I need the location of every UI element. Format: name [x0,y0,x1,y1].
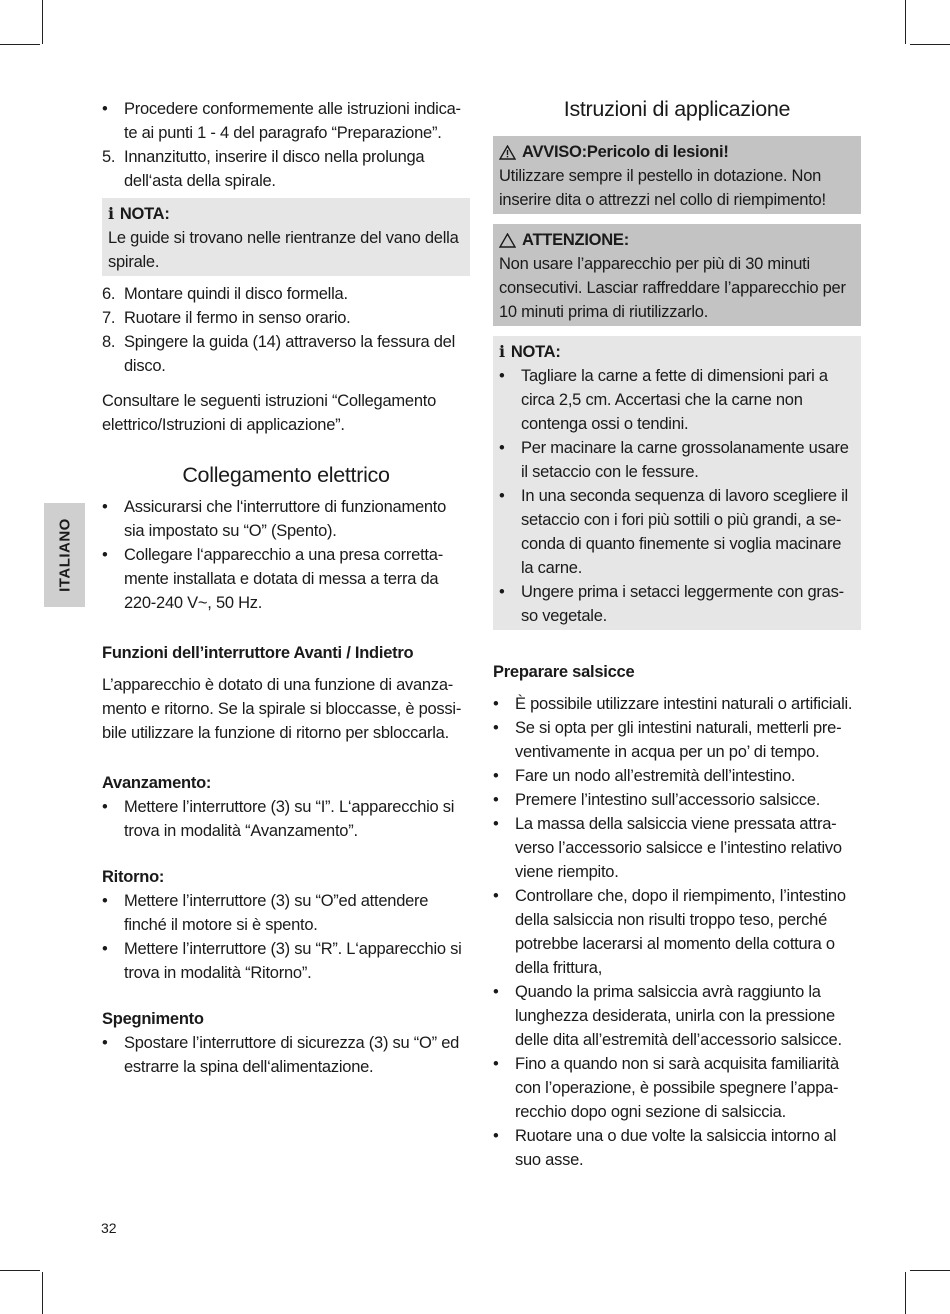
salsicce-list [493,692,861,1172]
page-number: 32 [101,1220,117,1236]
list-item [102,306,470,330]
list-item: • Ruotare una o due volte la salsiccia intorno al suo asse. [493,1124,861,1172]
left-column [102,97,470,1079]
consult-paragraph: Consultare le seguenti istruzioni “Collegamento elettrico/Istruzioni di applicazione”. [102,392,437,434]
list-item: • Fare un nodo all’estremità dell’intestino. [493,764,861,788]
note-title: NOTA: [510,343,561,361]
crop-mark [910,44,950,45]
list-item: • Fino a quando non si sarà acquisita familiarità con l’operazione, è possibile spegnere l’appa-recchio dopo ogni sezione di salsiccia. [493,1052,861,1124]
steps-list [102,282,470,378]
list-item: • Collegare l‘apparecchio a una presa corretta-mente installata e dotata di messa a terra da 220-240 V~, 50 Hz. [102,543,470,615]
list-item: • Se si opta per gli intestini naturali, metterli pre-ventivamente in acqua per un po’ di tempo. [493,716,861,764]
note-title: NOTA: [119,205,170,223]
note-header [108,202,464,226]
list-item: • Controllare che, dopo il riempimento, l’intestino della salsiccia non risulti troppo teso, perché potrebbe lacerarsi al momento della cottura o della frittura, [493,884,861,980]
caution-title: ATTENZIONE: [522,231,629,249]
list-item: • Ungere prima i setacci leggermente con gras-so vegetale. [499,580,855,628]
subheading-ritorno: Ritorno: [102,868,165,886]
caution-header [499,228,855,252]
step-number: 5. [102,148,116,166]
section-heading-istruzioni: Istruzioni di applicazione [563,97,791,121]
list-item [102,330,470,378]
collegamento-list [102,495,470,615]
step-number: 6. [102,285,116,303]
list-item [102,145,470,193]
subheading-salsicce: Preparare salsicce [493,663,635,681]
language-tab-label: ITALIANO [56,518,73,592]
step-text: Innanzitutto, inserire il disco nella prolunga dell‘asta della spirale. [124,148,425,190]
step-number: 7. [102,309,116,327]
warning-header [499,140,855,164]
step-text: Ruotare il fermo in senso orario. [124,309,351,327]
warning-box [493,136,861,214]
crop-mark [42,1272,43,1314]
list-item: • In una seconda sequenza di lavoro scegliere il setaccio con i fori più sottili o più grandi, a se-conda di quanto finemente si voglia macinare la carne. [499,484,855,580]
step-text: Montare quindi il disco formella. [124,285,348,303]
list-item: • Quando la prima salsiccia avrà raggiunto la lunghezza desiderata, unirla con la pressione delle dita all’estremità dell’accessorio salsicce. [493,980,861,1052]
spegnimento-list [102,1031,470,1079]
list-item: • Tagliare la carne a fette di dimensioni pari a circa 2,5 cm. Accertasi che la carne non contenga ossi o tendini. [499,364,855,436]
subheading-spegnimento: Spegnimento [102,1010,204,1028]
subheading-avanzamento: Avanzamento: [102,774,212,792]
avanzamento-list [102,795,470,843]
warning-title: AVVISO:Pericolo di lesioni! [522,143,729,161]
step-text: Spingere la guida (14) attraverso la fessura del disco. [124,333,456,375]
language-tab [44,503,85,607]
list-item: • Mettere l’interruttore (3) su “O”ed attendere finché il motore si è spento. [102,889,470,937]
crop-mark [905,0,906,44]
crop-mark [905,1272,906,1314]
funzioni-paragraph: L’apparecchio è dotato di una funzione di avanza-mento e ritorno. Se la spirale si bloccasse, è possi-bile utilizzare la funzione di ritorno per sbloccarla. [102,676,462,742]
caution-text: Non usare l’apparecchio per più di 30 minuti consecutivi. Lasciar raffreddare l’apparecchio per 10 minuti prima di riutilizzarlo. [499,255,846,321]
crop-mark [910,1270,950,1271]
caution-triangle-icon [499,233,516,248]
list-item [102,282,470,306]
note-box [493,336,861,630]
info-icon: i [499,342,505,361]
list-item: • Mettere l’interruttore (3) su “R”. L‘apparecchio si trova in modalità “Ritorno”. [102,937,470,985]
steps-list [102,145,470,193]
list-item: • Procedere conformemente alle istruzioni indica-te ai punti 1 - 4 del paragrafo “Preparazione”. [102,97,470,145]
crop-mark [0,1270,40,1271]
list-item: • Assicurarsi che l‘interruttore di funzionamento sia impostato su “O” (Spento). [102,495,470,543]
subheading-funzioni: Funzioni dell’interruttore Avanti / Indietro [102,644,414,662]
list-item: • Spostare l’interruttore di sicurezza (3) su “O” ed estrarre la spina dell‘alimentazione. [102,1031,470,1079]
warning-triangle-icon [499,145,516,160]
section-heading-collegamento: Collegamento elettrico [182,463,390,487]
warning-text: Utilizzare sempre il pestello in dotazione. Non inserire dita o attrezzi nel collo di riempimento! [499,167,826,209]
note-list [499,364,855,628]
right-column [493,97,861,1172]
list-item: • Per macinare la carne grossolanamente usare il setaccio con le fessure. [499,436,855,484]
crop-mark [0,44,40,45]
note-box [102,198,470,276]
crop-mark [42,0,43,44]
list-item: • La massa della salsiccia viene pressata attra-verso l’accessorio salsicce e l’intestino relativo viene riempito. [493,812,861,884]
intro-list [102,97,470,145]
note-header [499,340,855,364]
list-item: • Premere l’intestino sull’accessorio salsicce. [493,788,861,812]
info-icon: i [108,204,114,223]
note-text: Le guide si trovano nelle rientranze del vano della spirale. [108,229,459,271]
step-number: 8. [102,333,116,351]
list-item: • È possibile utilizzare intestini naturali o artificiali. [493,692,861,716]
caution-box [493,224,861,326]
ritorno-list [102,889,470,985]
list-item: • Mettere l’interruttore (3) su “I”. L‘apparecchio si trova in modalità “Avanzamento”. [102,795,470,843]
